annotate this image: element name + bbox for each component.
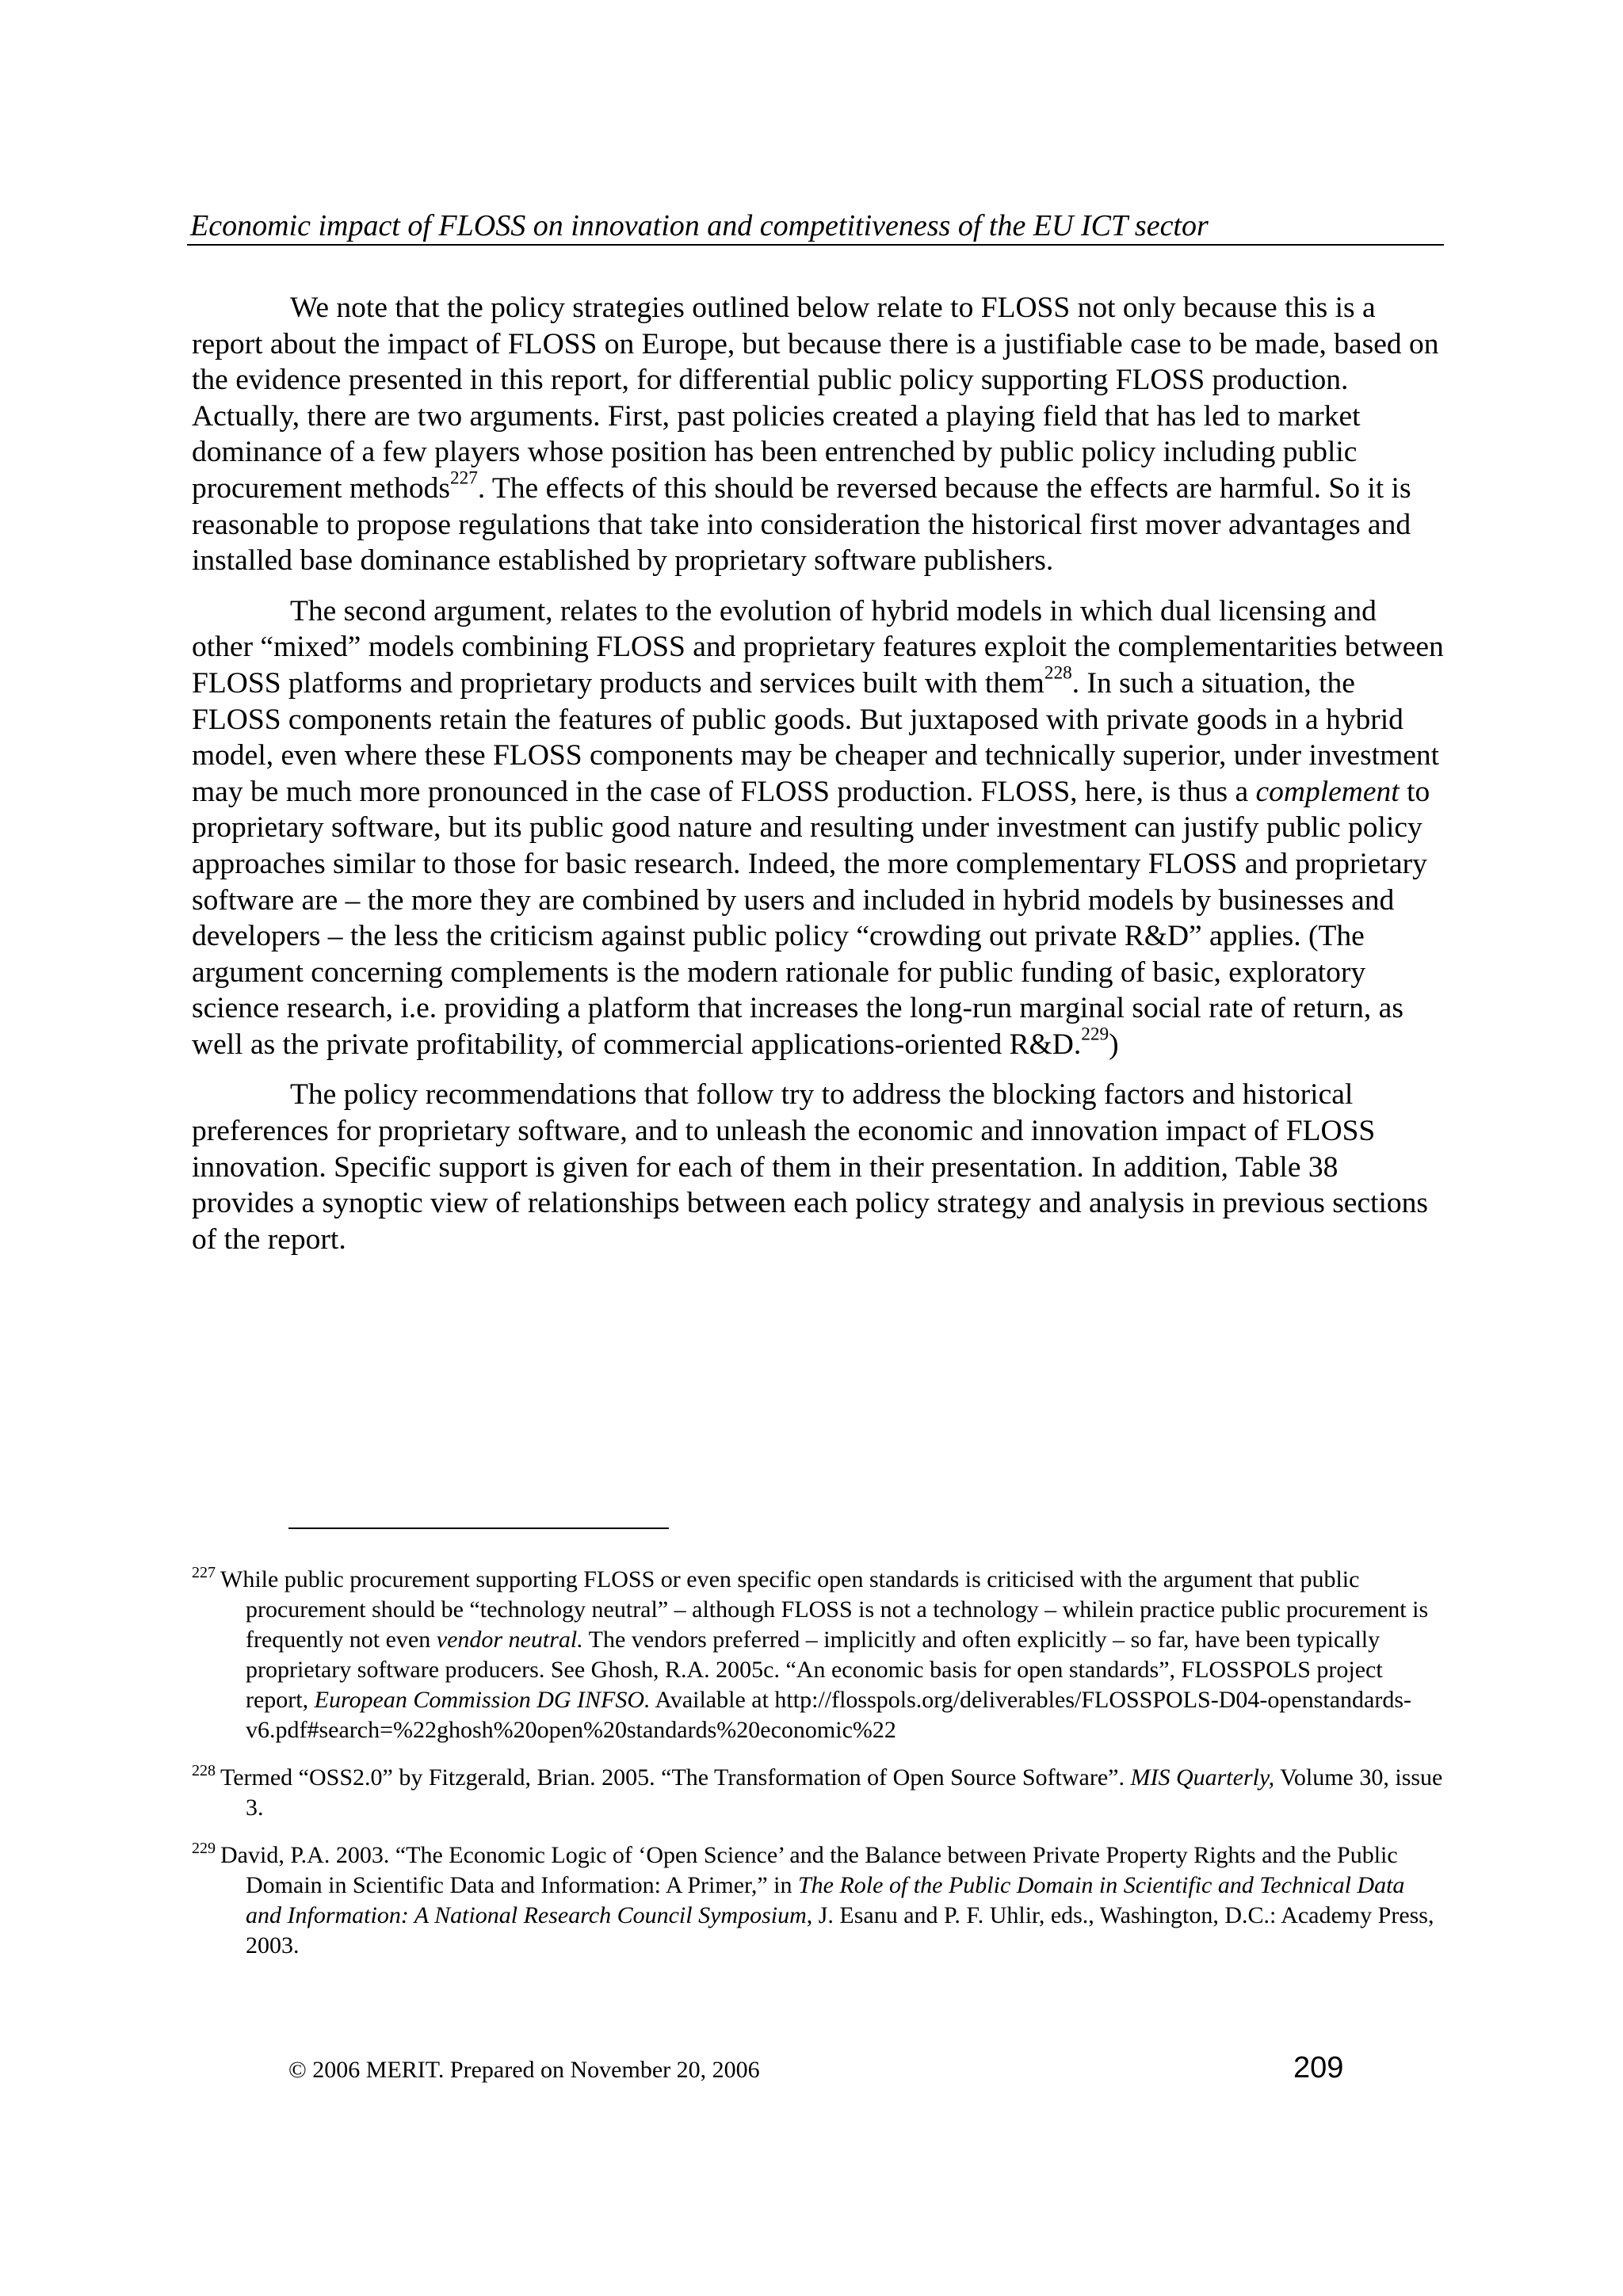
footnote-228 [192,1763,1444,1823]
footnote-emphasis: The Role of the Public Domain in Scientific and Technical Data and Information: A National Research Council Symposium [246,1872,1405,1928]
paragraph-3: The policy recommendations that follow try to address the blocking factors and historical preferences for proprietary software, and to unleash the economic and innovation impact of FLOSS innovation. Specific support is given for each of them in their presentation. In addition, Table 38 provides a synoptic view of relationships between each policy strategy and analysis in previous sections of the report. [192,1078,1429,1256]
paragraph-1-text-b: . The effects of this should be reversed because the effects are harmful. So it is reasonable to propose regulations that take into consideration the historical first mover advantages and installed base dominance established by proprietary software publishers. [192,471,1411,578]
running-header: Economic impact of FLOSS on innovation and competitiveness of the EU ICT sector [190,209,1209,242]
footnote-227 [192,1565,1444,1745]
footnote-text: While public procurement supporting FLOSS or even specific open standards is criticised with the argument that public procurement should be “technology neutral” – although FLOSS is not a technology – whilein practice public procurement is frequently not even [220,1566,1429,1653]
footnote-number: 227 [192,1564,216,1581]
footnote-ref-229[interactable]: 229 [1081,1024,1109,1045]
footnote-text: Termed “OSS2.0” by Fitzgerald, Brian. 2005. “The Transformation of Open Source Software”. [220,1764,1131,1791]
footnote-ref-228[interactable]: 228 [1044,662,1072,684]
footnote-ref-227[interactable]: 227 [449,467,478,489]
footnote-emphasis: European Commission DG INFSO. [314,1687,651,1713]
footnote-text: David, P.A. 2003. “The Economic Logic of ‘Open Science’ and the Balance between Private Property Rights and the Public Domain in Scientific Data and Information: A Primer,” in [220,1842,1398,1898]
paragraph-1-text-a: We note that the policy strategies outlined below relate to FLOSS not only because this is a report about the impact of FLOSS on Europe, but because there is a justifiable case to be made, based on the evidence presented in this report, for differential public policy supporting FLOSS production. Actually, there are two arguments. First, past policies created a playing field that has led to market dominance of a few players whose position has been entrenched by public policy including public procurement methods [192,292,1439,505]
footer-copyright: © 2006 MERIT. Prepared on November 20, 2006 [288,2057,760,2083]
paragraph-2-text-d: ) [1109,1028,1119,1061]
footnote-emphasis: MIS Quarterly, [1130,1764,1275,1791]
footnotes [192,1565,1444,1978]
footnote-text: , J. Esanu and P. F. Uhlir, eds., Washington, D.C.: Academy Press, 2003. [246,1902,1434,1958]
footnote-229 [192,1840,1444,1961]
footnote-number: 228 [192,1762,216,1779]
footnote-number: 229 [192,1840,216,1857]
paragraph-2-text-b: . In such a situation, the FLOSS components retain the features of public goods. But juxtaposed with private goods in a hybrid model, even where these FLOSS components may be cheaper and technically superior, under investment may be much more pronounced in the case of FLOSS production. FLOSS, here, is thus a [192,666,1440,808]
footnote-emphasis: vendor neutral. [436,1627,583,1653]
paragraph-2-emphasis: complement [1255,775,1400,808]
paragraph-2-text-a: The second argument, relates to the evolution of hybrid models in which dual licensing and other “mixed” models combining FLOSS and proprietary features exploit the complementarities between FLOSS platforms and proprietary products and services built with them [192,594,1444,700]
body-text [192,290,1444,1272]
footnote-text: Volume 30, issue 3. [246,1764,1443,1821]
footnote-text: The vendors preferred – implicitly and often explicitly – so far, have been typically proprietary software producers. See Ghosh, R.A. 2005c. “An economic basis for open standards”, FLOSSPOLS project report, [246,1627,1383,1713]
page-number: 209 [1293,2051,1344,2084]
paragraph-2-text-c: to proprietary software, but its public good nature and resulting under investment can justify public policy approaches similar to those for basic research. Indeed, the more complementary FLOSS and proprietary software are – the more they are combined by users and included in hybrid models by businesses and developers – the less the criticism against public policy “crowding out private R&D” applies. (The argument concerning complements is the modern rationale for public funding of basic, exploratory science research, i.e. providing a platform that increases the long-run marginal social rate of return, as well as the private profitability, of commercial applications-oriented R&D. [192,775,1430,1061]
footnote-separator [288,1527,669,1529]
paragraph-2 [192,593,1444,1063]
footnote-text: Available at http://flosspols.org/deliverables/FLOSSPOLS-D04-openstandards-v6.pdf#search=%22ghosh%20open%20standards%20economic%22 [246,1687,1411,1743]
header-rule [187,244,1444,246]
paragraph-1 [192,290,1444,579]
